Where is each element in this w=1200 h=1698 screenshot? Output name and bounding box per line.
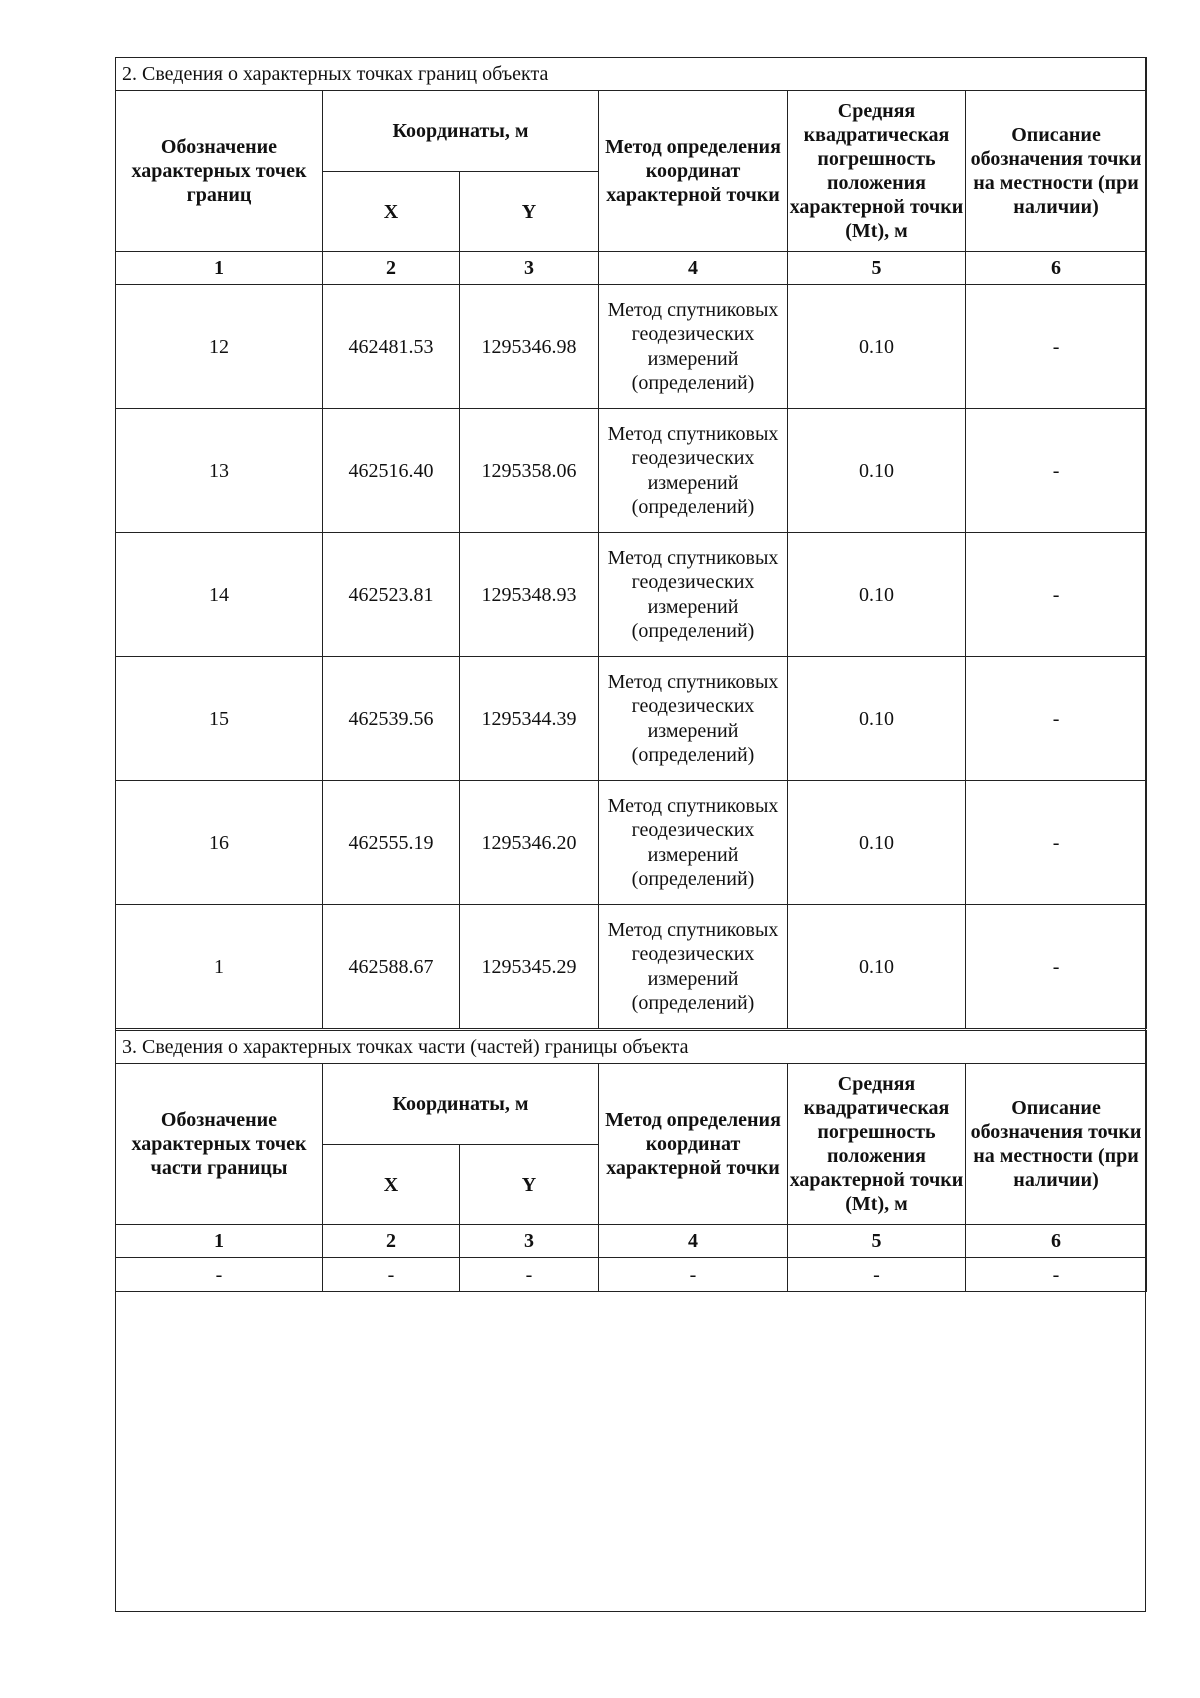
- y-cell: 1295346.98: [460, 285, 599, 409]
- y-cell: 1295346.20: [460, 781, 599, 905]
- column-number: 3: [460, 252, 599, 285]
- point-cell: 13: [116, 409, 323, 533]
- x-cell: 462539.56: [323, 657, 460, 781]
- header-x: X: [323, 172, 460, 252]
- column-number: 6: [966, 252, 1147, 285]
- header-error: Средняя квадратическая погрешность положения характерной точки (Mt), м: [788, 1064, 966, 1225]
- method-cell: Метод спутниковых геодезических измерений (определений): [599, 781, 788, 905]
- mt-cell: 0.10: [788, 409, 966, 533]
- column-number: 3: [460, 1225, 599, 1258]
- header-y: Y: [460, 172, 599, 252]
- column-number: 1: [116, 1225, 323, 1258]
- y-cell: 1295358.06: [460, 409, 599, 533]
- part-boundary-points-table: [115, 1030, 1147, 1292]
- table-row: [116, 657, 1147, 781]
- column-number: 6: [966, 1225, 1147, 1258]
- document-sheet: [115, 57, 1146, 1612]
- y-cell: 1295344.39: [460, 657, 599, 781]
- description-cell: -: [966, 409, 1147, 533]
- table-row: [116, 533, 1147, 657]
- description-cell: -: [966, 781, 1147, 905]
- x-cell: 462555.19: [323, 781, 460, 905]
- point-cell: 14: [116, 533, 323, 657]
- column-number: 5: [788, 1225, 966, 1258]
- mt-cell: 0.10: [788, 533, 966, 657]
- x-cell: 462523.81: [323, 533, 460, 657]
- header-x: X: [323, 1145, 460, 1225]
- column-number: 2: [323, 252, 460, 285]
- y-cell: -: [460, 1258, 599, 1292]
- section-title-row: [116, 1031, 1147, 1064]
- y-cell: 1295345.29: [460, 905, 599, 1029]
- boundary-points-table: [115, 57, 1147, 1029]
- description-cell: -: [966, 1258, 1147, 1292]
- section-title-row: [116, 58, 1147, 91]
- header-description: Описание обозначения точки на местности (при наличии): [966, 1064, 1147, 1225]
- header-row: [116, 1064, 1147, 1145]
- point-cell: 12: [116, 285, 323, 409]
- header-y: Y: [460, 1145, 599, 1225]
- point-cell: 15: [116, 657, 323, 781]
- point-cell: -: [116, 1258, 323, 1292]
- header-error: Средняя квадратическая погрешность положения характерной точки (Mt), м: [788, 91, 966, 252]
- column-number: 5: [788, 252, 966, 285]
- method-cell: Метод спутниковых геодезических измерений (определений): [599, 657, 788, 781]
- description-cell: -: [966, 285, 1147, 409]
- column-number: 1: [116, 252, 323, 285]
- method-cell: Метод спутниковых геодезических измерений (определений): [599, 409, 788, 533]
- description-cell: -: [966, 905, 1147, 1029]
- mt-cell: -: [788, 1258, 966, 1292]
- header-method: Метод определения координат характерной точки: [599, 1064, 788, 1225]
- table-row: [116, 781, 1147, 905]
- x-cell: -: [323, 1258, 460, 1292]
- column-number: 4: [599, 252, 788, 285]
- mt-cell: 0.10: [788, 285, 966, 409]
- y-cell: 1295348.93: [460, 533, 599, 657]
- header-coordinates: Координаты, м: [323, 1064, 599, 1145]
- method-cell: Метод спутниковых геодезических измерений (определений): [599, 533, 788, 657]
- mt-cell: 0.10: [788, 781, 966, 905]
- x-cell: 462481.53: [323, 285, 460, 409]
- mt-cell: 0.10: [788, 905, 966, 1029]
- x-cell: 462516.40: [323, 409, 460, 533]
- header-row: [116, 91, 1147, 172]
- column-number: 4: [599, 1225, 788, 1258]
- table-row: [116, 285, 1147, 409]
- x-cell: 462588.67: [323, 905, 460, 1029]
- method-cell: Метод спутниковых геодезических измерений (определений): [599, 285, 788, 409]
- header-method: Метод определения координат характерной точки: [599, 91, 788, 252]
- section-2-title: 2. Сведения о характерных точках границ объекта: [116, 58, 1147, 91]
- header-description: Описание обозначения точки на местности (при наличии): [966, 91, 1147, 252]
- point-cell: 16: [116, 781, 323, 905]
- description-cell: -: [966, 657, 1147, 781]
- header-coordinates: Координаты, м: [323, 91, 599, 172]
- column-number: 2: [323, 1225, 460, 1258]
- description-cell: -: [966, 533, 1147, 657]
- section-3-title: 3. Сведения о характерных точках части (частей) границы объекта: [116, 1031, 1147, 1064]
- header-point-name: Обозначение характерных точек границ: [116, 91, 323, 252]
- method-cell: -: [599, 1258, 788, 1292]
- table-row: [116, 409, 1147, 533]
- header-point-name: Обозначение характерных точек части границы: [116, 1064, 323, 1225]
- table-row: [116, 905, 1147, 1029]
- column-number-row: [116, 252, 1147, 285]
- method-cell: Метод спутниковых геодезических измерений (определений): [599, 905, 788, 1029]
- mt-cell: 0.10: [788, 657, 966, 781]
- column-number-row: [116, 1225, 1147, 1258]
- point-cell: 1: [116, 905, 323, 1029]
- table-row: [116, 1258, 1147, 1292]
